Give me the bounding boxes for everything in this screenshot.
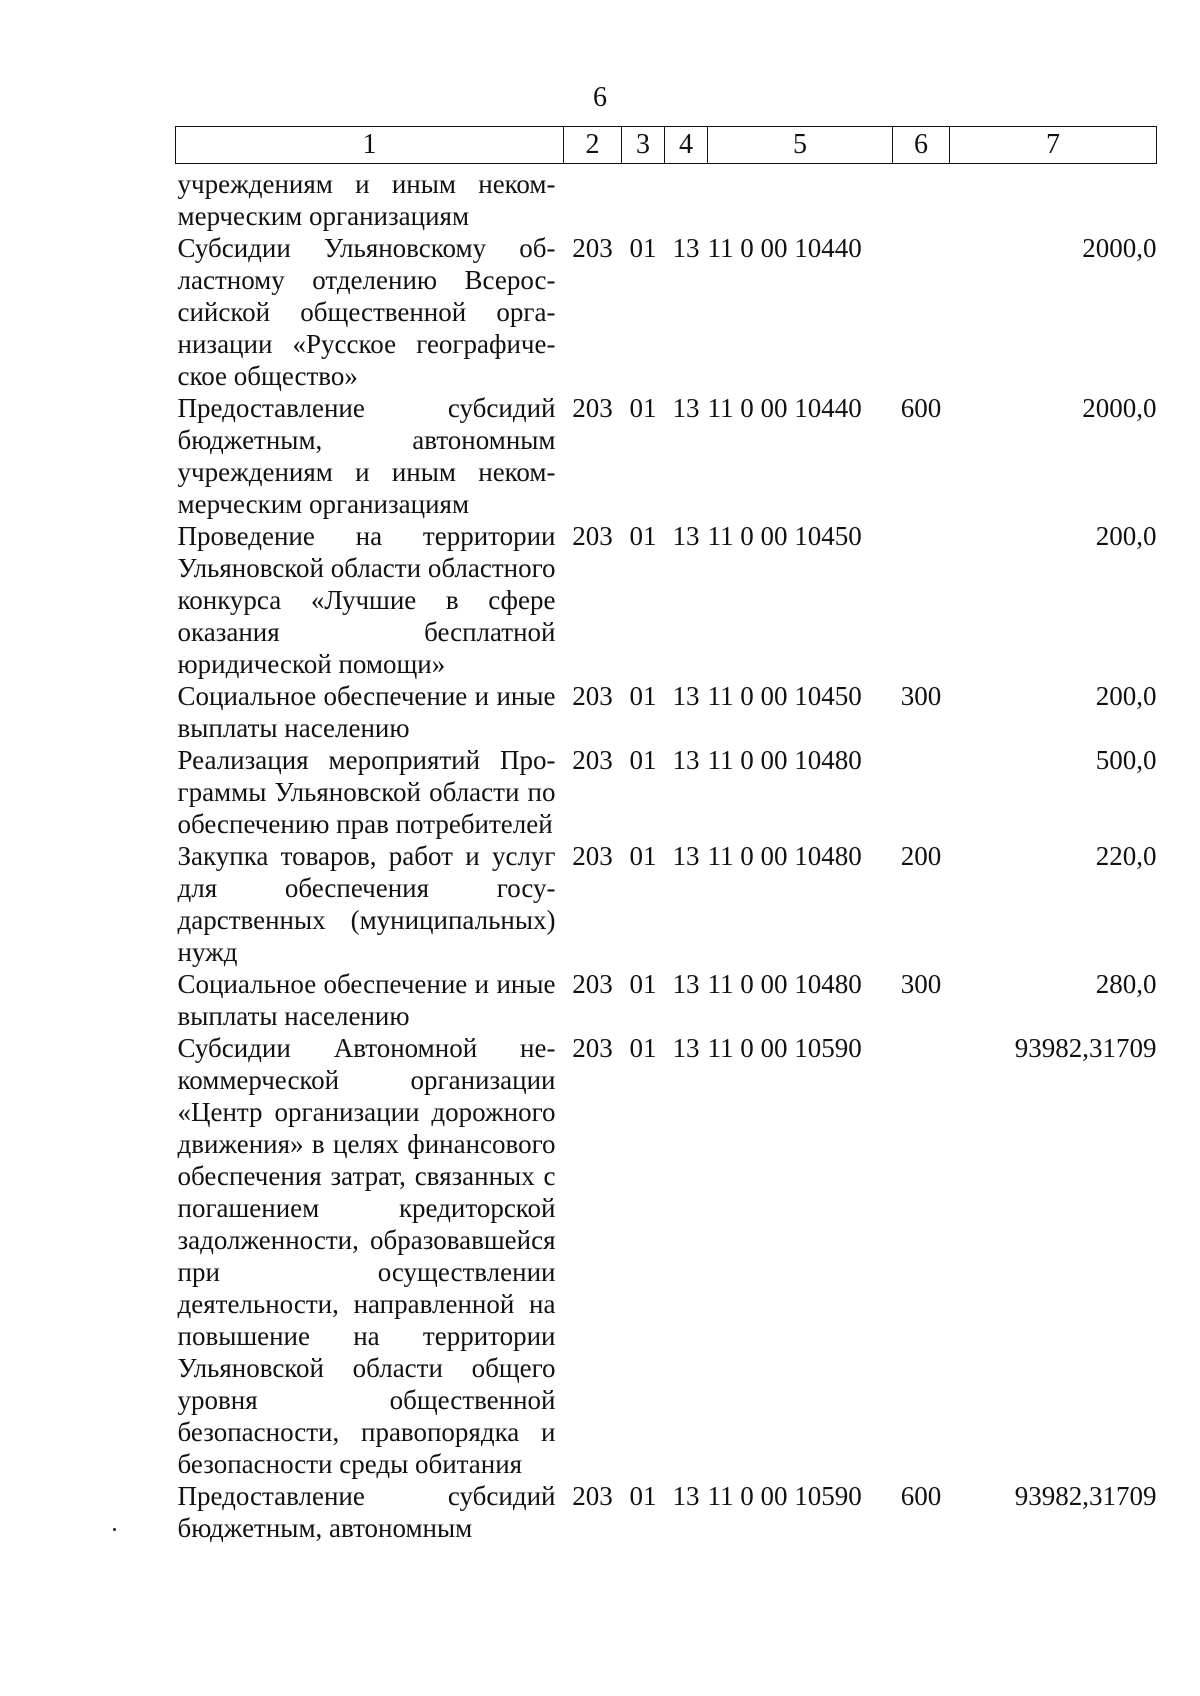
row-amount: 93982,31709: [1014, 1481, 1157, 1511]
table-row: [176, 680, 1157, 744]
row-col-2: 203: [572, 393, 613, 423]
row-name: Закупка товаров, работ и услуг для обеспечения государственных (муниципальных) нужд: [177, 841, 556, 967]
row-col-4: 13: [672, 233, 700, 263]
row-col-5: 11 0 00 10480: [707, 745, 862, 775]
row-col-4: [665, 164, 708, 233]
row-col-2: [564, 164, 622, 233]
scan-speck: [113, 1528, 116, 1531]
row-col-4: 13: [672, 393, 700, 423]
row-col-5: 11 0 00 10480: [707, 841, 862, 871]
row-amount: 93982,31709: [1014, 1033, 1157, 1063]
row-amount: 220,0: [1095, 841, 1157, 871]
row-name: Проведение на территории Ульяновской области областного конкурса «Лучшие в сфере оказания бесплатной юридической помощи»: [177, 521, 556, 679]
row-col-6: [893, 232, 950, 392]
row-name: Социальное обеспечение и иные выплаты населению: [177, 681, 556, 743]
row-col-4: 13: [672, 969, 700, 999]
row-col-4: 13: [672, 745, 700, 775]
column-header-3: 3: [622, 127, 665, 164]
row-col-2: 203: [572, 969, 613, 999]
table-row: [176, 968, 1157, 1032]
table-row: [176, 1480, 1157, 1544]
row-col-3: 01: [629, 745, 657, 775]
row-col-3: 01: [629, 681, 657, 711]
row-col-3: 01: [629, 1033, 657, 1063]
row-amount: 2000,0: [1082, 393, 1157, 423]
row-col-5: 11 0 00 10450: [707, 521, 862, 551]
row-col-5: 11 0 00 10480: [707, 969, 862, 999]
row-col-3: 01: [629, 233, 657, 263]
budget-table: [175, 126, 1157, 1544]
table-row: [176, 392, 1157, 520]
table-row: [176, 1032, 1157, 1480]
row-col-3: 01: [629, 521, 657, 551]
row-col-6: [893, 520, 950, 680]
row-col-3: 01: [629, 969, 657, 999]
row-col-5: 11 0 00 10440: [707, 393, 862, 423]
row-amount: 500,0: [1095, 745, 1157, 775]
table-row: [176, 232, 1157, 392]
row-col-6: 600: [900, 393, 942, 423]
row-name: Субсидии Автономной некоммерческой организации «Центр организации дорожного движения» в целях финансового обеспечения затрат, связанных с погашением кредиторской задолженности, образовавшейся при осуществлении деятельности, направленной на повышение на территории Ульяновской области общего уровня общественной безопасности, правопорядка и безопасности среды обитания: [177, 1033, 556, 1479]
row-col-2: 203: [572, 1033, 613, 1063]
row-col-2: 203: [572, 233, 613, 263]
row-col-3: 01: [629, 841, 657, 871]
row-col-6: [893, 164, 950, 233]
row-name: Предоставление субсидий бюджетным, автономным учреждениям и иным некоммерческим организациям: [177, 393, 556, 519]
table-row: [176, 744, 1157, 840]
row-col-6: [893, 1032, 950, 1480]
row-col-5: 11 0 00 10450: [707, 681, 862, 711]
row-name: Предоставление субсидий бюджетным, автономным: [177, 1481, 556, 1543]
row-col-5: [708, 164, 893, 233]
column-header-5: 5: [708, 127, 893, 164]
row-col-6: 300: [900, 969, 942, 999]
table-row: [176, 164, 1157, 233]
row-col-4: 13: [672, 1033, 700, 1063]
row-amount: [950, 164, 1157, 233]
row-name: Субсидии Ульяновскому областному отделению Всероссийской общественной организации «Русское географическое общество»: [177, 233, 556, 391]
row-col-3: 01: [629, 393, 657, 423]
row-col-6: [893, 744, 950, 840]
row-col-2: 203: [572, 1481, 613, 1511]
row-col-2: 203: [572, 841, 613, 871]
column-header-1: 1: [176, 127, 564, 164]
row-col-2: 203: [572, 521, 613, 551]
row-col-5: 11 0 00 10590: [707, 1033, 862, 1063]
row-col-2: 203: [572, 745, 613, 775]
row-col-5: 11 0 00 10440: [707, 233, 862, 263]
row-col-6: 200: [900, 841, 942, 871]
row-col-4: 13: [672, 1481, 700, 1511]
row-amount: 200,0: [1095, 521, 1157, 551]
row-col-3: [622, 164, 665, 233]
row-col-6: 600: [900, 1481, 942, 1511]
column-header-6: 6: [893, 127, 950, 164]
row-col-4: 13: [672, 521, 700, 551]
row-name: Реализация мероприятий Программы Ульяновской области по обеспечению прав потребителей: [177, 745, 556, 839]
table-row: [176, 520, 1157, 680]
row-col-3: 01: [629, 1481, 657, 1511]
row-col-6: 300: [900, 681, 942, 711]
page-number: 6: [593, 82, 607, 113]
row-col-4: 13: [672, 681, 700, 711]
row-amount: 2000,0: [1082, 233, 1157, 263]
column-header-4: 4: [665, 127, 708, 164]
row-amount: 200,0: [1095, 681, 1157, 711]
column-header-2: 2: [564, 127, 622, 164]
row-col-4: 13: [672, 841, 700, 871]
row-col-5: 11 0 00 10590: [707, 1481, 862, 1511]
row-col-2: 203: [572, 681, 613, 711]
row-name: Социальное обеспечение и иные выплаты населению: [177, 969, 556, 1031]
row-amount: 280,0: [1095, 969, 1157, 999]
row-name: учреждениям и иным некоммерческим организациям: [177, 169, 556, 231]
column-header-7: 7: [950, 127, 1157, 164]
header-row: [176, 127, 1157, 164]
table-row: [176, 840, 1157, 968]
